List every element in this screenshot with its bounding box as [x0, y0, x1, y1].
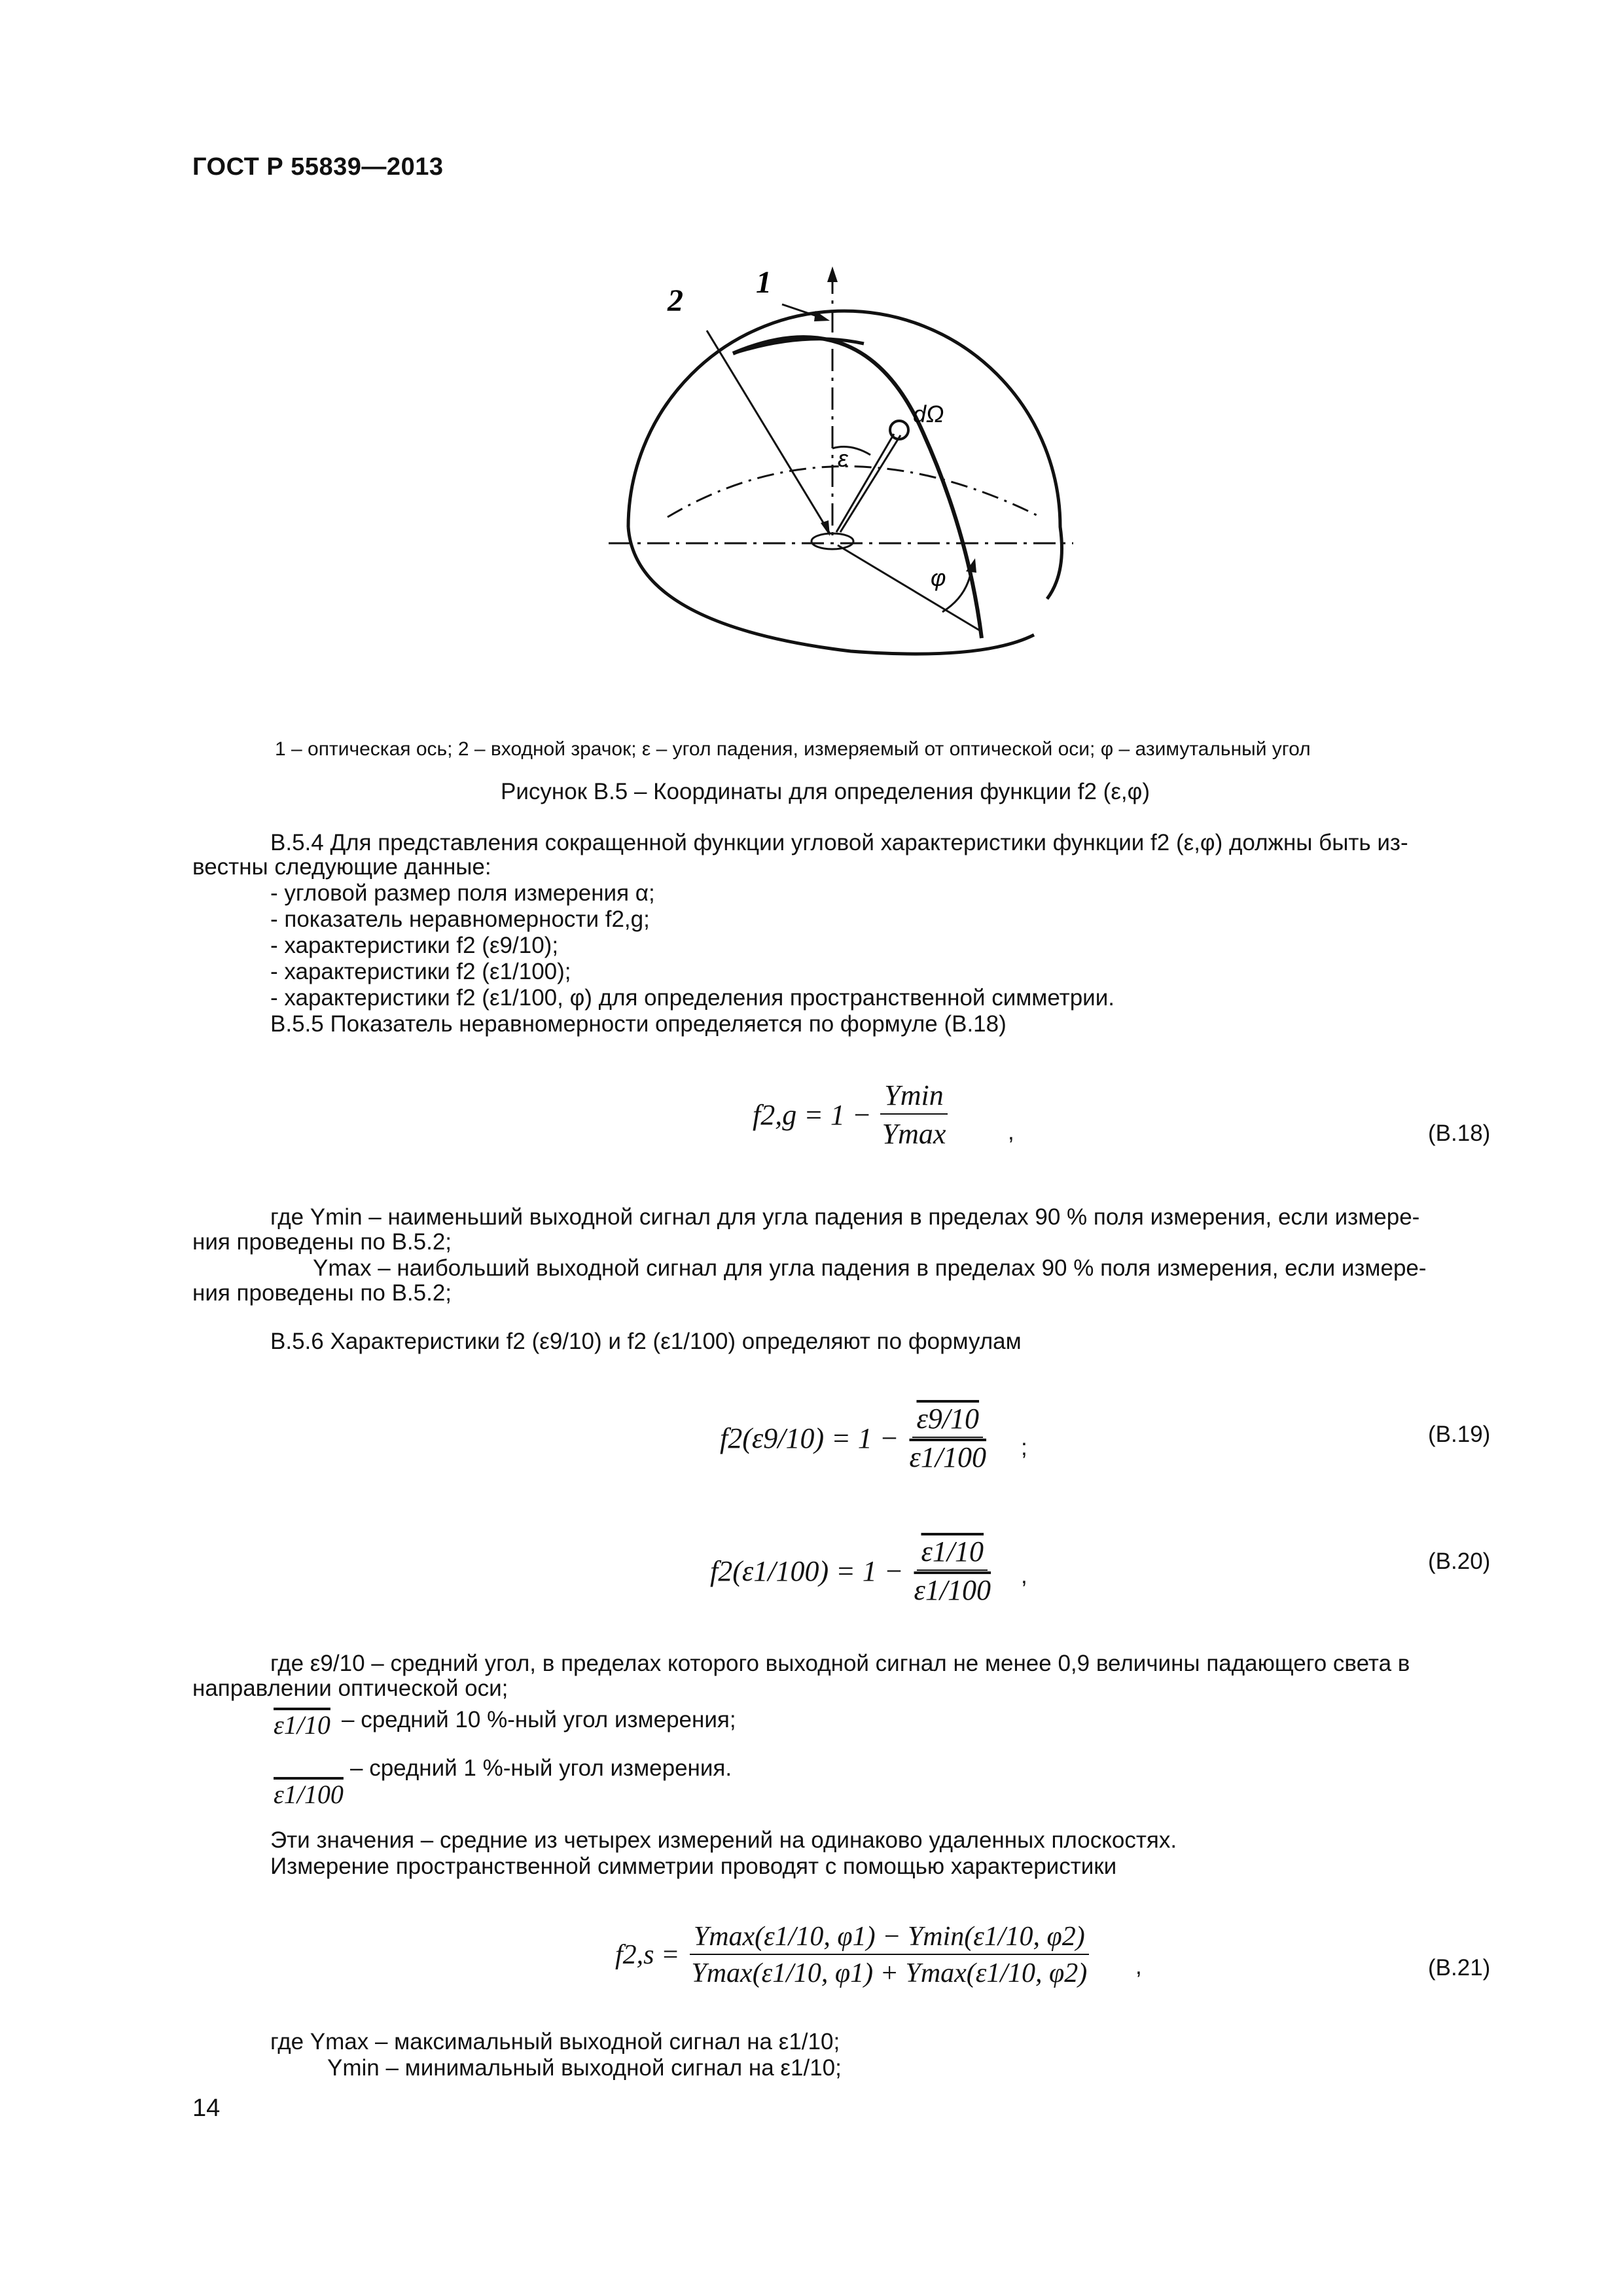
para-averages: Эти значения – средние из четырех измерений на одинаково удаленных плоскостях.	[270, 1827, 1177, 1853]
formula-denominator: Ymax(ε1/10, φ1) + Ymax(ε1/10, φ2)	[691, 1958, 1088, 1988]
list-item: - характеристики f2 (ε9/10);	[270, 933, 559, 958]
formula-numerator: ε9/10	[912, 1402, 983, 1438]
symbol-eps-1-100: ε1/100	[274, 1780, 344, 1809]
label-1: 1	[756, 265, 772, 300]
formula-lhs: f2(ε1/100) = 1 −	[710, 1554, 904, 1587]
list-item: - угловой размер поля измерения α;	[270, 880, 655, 906]
desc-eps-1-100: – средний 1 %-ный угол измерения.	[350, 1755, 732, 1781]
entrance-pupil	[812, 533, 853, 549]
document-header: ГОСТ Р 55839—2013	[192, 153, 444, 181]
formula-b18	[753, 1079, 950, 1151]
label-domega: dΩ	[913, 401, 944, 427]
formula-punct: ,	[1021, 1563, 1027, 1588]
formula-b19	[720, 1402, 990, 1474]
list-item: - характеристики f2 (ε1/100, φ) для определения пространственной симметрии.	[270, 985, 1115, 1011]
equation-number: (В.20)	[1428, 1549, 1491, 1574]
formula-numerator: Ymin	[880, 1079, 947, 1115]
formula-punct: ,	[1008, 1119, 1014, 1145]
list-item: - характеристики f2 (ε1/100);	[270, 959, 571, 984]
where-ymax-line1: Ymax – наибольший выходной сигнал для угла падения в пределах 90 % поля измерения, если измере-	[313, 1255, 1427, 1281]
para-b54-line2: вестны следующие данные:	[192, 854, 491, 880]
para-b54-line1: В.5.4 Для представления сокращенной функции угловой характеристики функции f2 (ε,φ) должны быть из-	[270, 830, 1408, 855]
equation-number: (В.21)	[1428, 1955, 1491, 1981]
formula-lhs: f2(ε9/10) = 1 −	[720, 1422, 899, 1454]
formula-punct: ;	[1021, 1435, 1027, 1460]
figure-legend: 1 – оптическая ось; 2 – входной зрачок; ε – угол падения, измеряемый от оптической оси; φ – азимутальный угол	[275, 738, 1311, 760]
formula-denominator: ε1/100	[914, 1574, 991, 1606]
where-ymax-line2: ния проведены по В.5.2;	[192, 1280, 452, 1306]
formula-punct: ,	[1135, 1954, 1142, 1979]
equation-number: (В.19)	[1428, 1422, 1491, 1447]
hemisphere-figure	[589, 259, 1086, 664]
para-b55: В.5.5 Показатель неравномерности определяется по формуле (В.18)	[270, 1011, 1007, 1037]
formula-b20	[710, 1535, 995, 1607]
para-symmetry: Измерение пространственной симметрии проводят с помощью характеристики	[270, 1854, 1117, 1879]
formula-lhs: f2,g = 1 −	[753, 1098, 872, 1131]
meridian-arc	[733, 337, 982, 638]
formula-numerator: ε1/10	[917, 1535, 988, 1571]
figure-caption: Рисунок В.5 – Координаты для определения функции f2 (ε,φ)	[501, 779, 1150, 804]
page-number: 14	[192, 2094, 221, 2122]
label-phi: φ	[931, 564, 946, 591]
where-e910-line1: где ε9/10 – средний угол, в пределах которого выходной сигнал не менее 0,9 величины падающего света в	[270, 1651, 1410, 1676]
where-ymax-last: где Ymax – максимальный выходной сигнал на ε1/10;	[270, 2029, 840, 2054]
formula-numerator: Ymax(ε1/10, φ1) − Ymin(ε1/10, φ2)	[690, 1921, 1089, 1955]
formula-lhs: f2,s =	[615, 1940, 680, 1970]
where-ymin-line2: ния проведены по В.5.2;	[192, 1229, 452, 1255]
where-e910-line2: направлении оптической оси;	[192, 1676, 508, 1701]
formula-denominator: ε1/100	[909, 1441, 987, 1473]
para-b56: В.5.6 Характеристики f2 (ε9/10) и f2 (ε1/100) определяют по формулам	[270, 1329, 1022, 1354]
desc-eps-1-10: – средний 10 %-ный угол измерения;	[342, 1707, 736, 1732]
formula-denominator: Ymax	[882, 1118, 946, 1150]
where-ymin-line1: где Ymin – наименьший выходной сигнал для угла падения в пределах 90 % поля измерения, если измере-	[270, 1204, 1420, 1230]
label-2: 2	[668, 283, 683, 318]
symbol-eps-1-10: ε1/10	[274, 1710, 330, 1740]
where-ymin-last: Ymin – минимальный выходной сигнал на ε1/10;	[327, 2055, 842, 2081]
label-eps: ε	[838, 445, 848, 472]
list-item: - показатель неравномерности f2,g;	[270, 906, 650, 932]
equation-number: (В.18)	[1428, 1121, 1491, 1146]
formula-b21	[615, 1921, 1091, 1989]
